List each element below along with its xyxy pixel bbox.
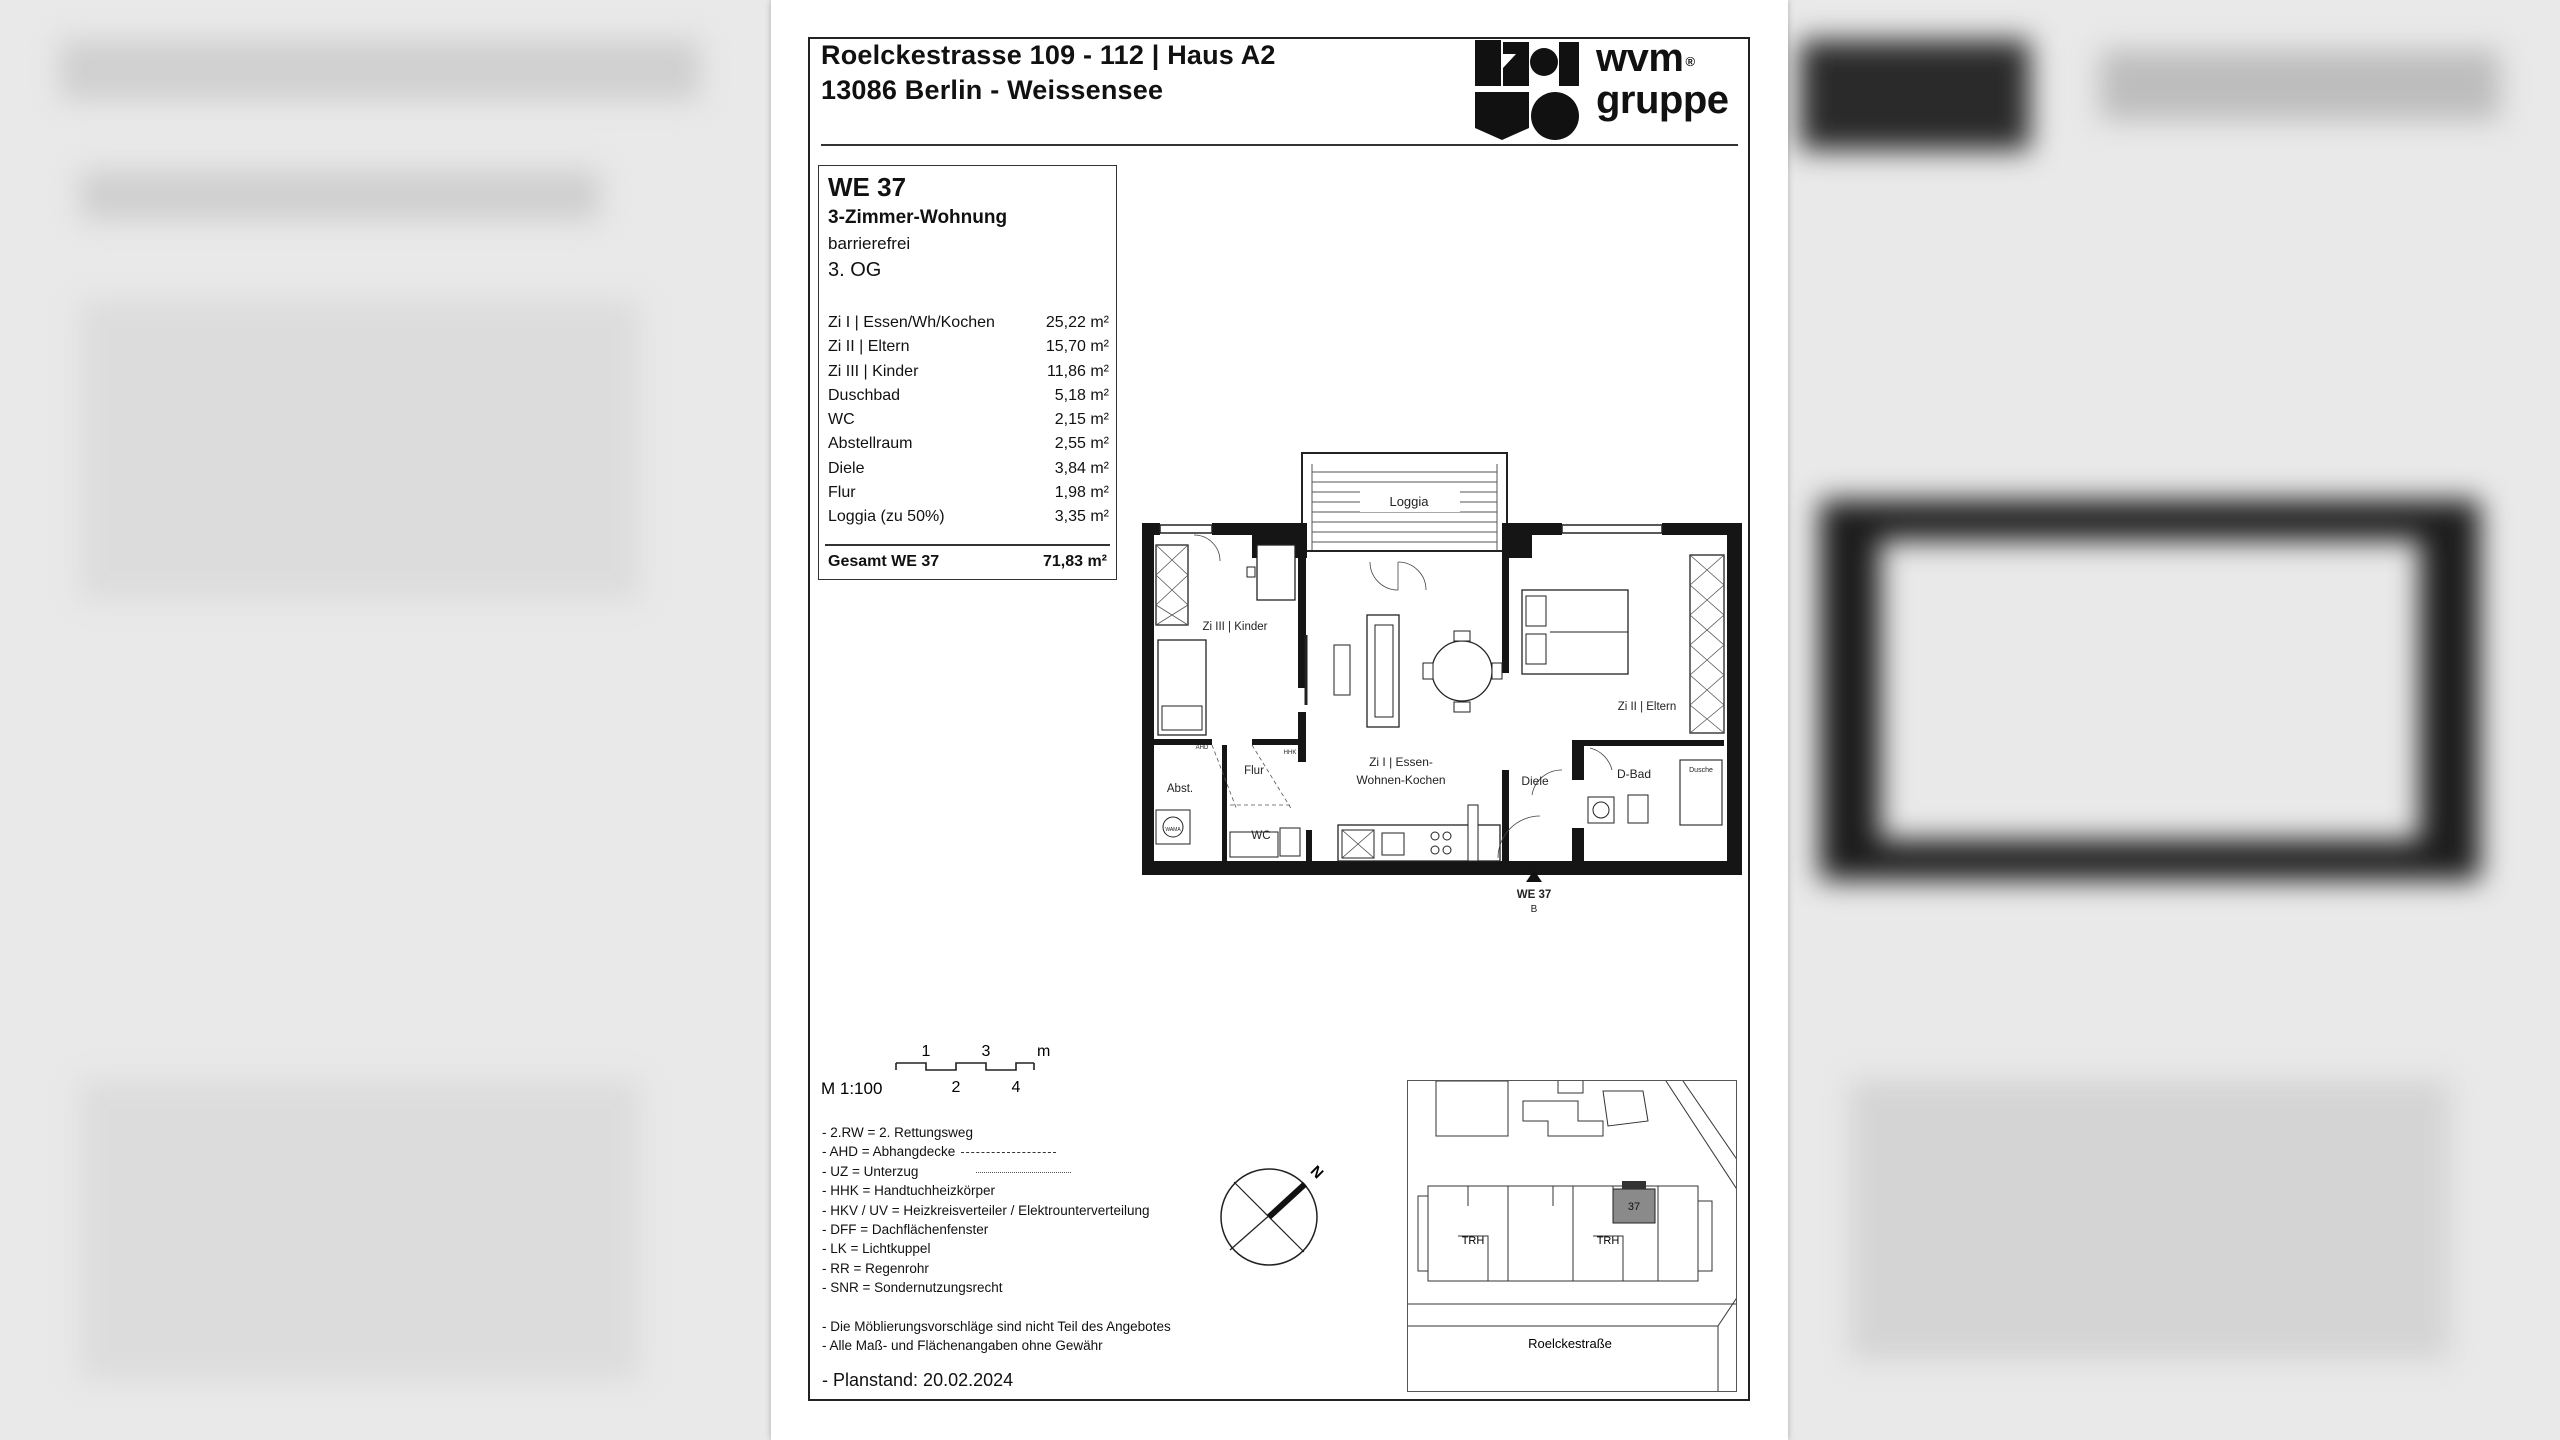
total-divider	[825, 544, 1110, 546]
plan-date: - Planstand: 20.02.2024	[822, 1370, 1014, 1390]
label-wc: WC	[1251, 830, 1271, 842]
room-name: Loggia (zu 50%)	[828, 508, 945, 526]
legend-item: - HKV / UV = Heizkreisverteiler / Elektrounterverteilung	[822, 1202, 1150, 1218]
label-wama: WAMA	[1165, 827, 1181, 833]
address-line-1: Roelckestrasse 109 - 112 | Haus A2	[821, 40, 1276, 70]
legend-item: - LK = Lichtkuppel	[822, 1241, 931, 1257]
scale-unit: m	[1037, 1043, 1051, 1060]
legend-item: - RR = Regenrohr	[822, 1260, 929, 1276]
unit-id: WE 37	[828, 172, 907, 202]
room-name: Diele	[828, 459, 865, 477]
room-row	[828, 457, 1109, 481]
unit-type: 3-Zimmer-Wohnung	[828, 207, 1008, 228]
address-line-2: 13086 Berlin - Weissensee	[821, 75, 1164, 105]
desk-icon	[1257, 545, 1295, 600]
label-diele: Diele	[1521, 774, 1549, 788]
scale-tick-1: 1	[921, 1043, 931, 1060]
scale-tick-4: 4	[1011, 1079, 1021, 1095]
unit-accessibility: barrierefrei	[828, 234, 911, 253]
registered-mark: ®	[1685, 54, 1695, 69]
entry-unit-label: WE 37	[1516, 889, 1552, 901]
total-area: 71,83 m²	[1042, 553, 1107, 570]
floorplan-sheet	[771, 0, 1788, 1440]
coffee-table-icon	[1334, 645, 1350, 695]
room-name: Duschbad	[828, 386, 901, 404]
room-row	[828, 505, 1109, 529]
brand-wordmark	[1596, 37, 1729, 121]
wardrobe-icon	[1690, 555, 1724, 733]
legend-item: - AHD = Abhangdecke	[822, 1142, 1150, 1161]
room-row	[828, 360, 1109, 384]
disclaimer-notes	[822, 1317, 1171, 1356]
legend-item: - SNR = Sondernutzungsrecht	[822, 1280, 1003, 1296]
scale-tick-2: 2	[951, 1079, 961, 1095]
brand-line-2: gruppe	[1596, 78, 1729, 122]
label-flur: Flur	[1244, 765, 1264, 777]
north-arrow-icon	[1219, 1160, 1329, 1270]
sitemap-trh-1: TRH	[1461, 1235, 1485, 1247]
label-abst: Abst.	[1166, 783, 1194, 795]
scale-tick-3: 3	[981, 1043, 991, 1060]
abbreviation-legend	[822, 1123, 1150, 1298]
legend-item: - 2.RW = 2. Rettungsweg	[822, 1125, 973, 1140]
exterior-walls	[1142, 523, 1742, 875]
room-row	[828, 432, 1109, 456]
note-item: - Die Möblierungsvorschläge sind nicht Teil des Angebotes	[822, 1319, 1171, 1334]
header-divider	[821, 144, 1738, 146]
room-row	[828, 408, 1109, 432]
floor-plan	[1142, 450, 1742, 925]
label-kinder: Zi III | Kinder	[1202, 621, 1268, 633]
total-label: Gesamt WE 37	[828, 553, 940, 570]
label-essen-2: Wohnen-Kochen	[1356, 773, 1446, 787]
room-area: 2,55 m²	[1054, 435, 1109, 453]
room-row	[828, 335, 1109, 359]
room-area: 1,98 m²	[1054, 484, 1109, 502]
room-area: 3,84 m²	[1054, 459, 1109, 477]
room-row	[828, 481, 1109, 505]
room-area: 15,70 m²	[1045, 338, 1109, 356]
room-name: Abstellraum	[828, 435, 913, 453]
legend-item: - DFF = Dachflächenfenster	[822, 1222, 989, 1238]
label-hhk: HHK	[1283, 750, 1297, 756]
dining-table-icon	[1432, 641, 1492, 701]
total-row	[828, 553, 1107, 571]
scale-label: M 1:100	[821, 1079, 883, 1095]
sink-icon	[1382, 833, 1404, 855]
room-area: 2,15 m²	[1054, 411, 1109, 429]
loggia-label: Loggia	[1389, 494, 1429, 509]
sitemap-unit-number: 37	[1627, 1201, 1641, 1213]
brand-line-1: wvm	[1596, 36, 1684, 80]
room-row	[828, 384, 1109, 408]
label-dbad: D-Bad	[1616, 767, 1652, 781]
kinder-wardrobe-icon	[1156, 545, 1188, 625]
site-map	[1407, 1080, 1737, 1392]
room-area: 11,86 m²	[1047, 362, 1109, 380]
room-area-list	[828, 311, 1109, 530]
legend-item: - HHK = Handtuchheizkörper	[822, 1183, 995, 1199]
label-eltern: Zi II | Eltern	[1617, 701, 1677, 713]
room-name: Flur	[828, 484, 856, 502]
room-name: Zi II | Eltern	[828, 338, 910, 356]
label-dusche: Dusche	[1689, 767, 1713, 774]
unit-floor: 3. OG	[828, 259, 882, 281]
room-area: 5,18 m²	[1054, 386, 1109, 404]
label-essen-1: Zi I | Essen-	[1369, 755, 1433, 769]
north-label: N	[1306, 1162, 1327, 1183]
room-name: WC	[828, 411, 855, 429]
room-name: Zi I | Essen/Wh/Kochen	[828, 314, 995, 331]
label-ahd: AHD	[1195, 745, 1209, 751]
note-item: - Alle Maß- und Flächenangaben ohne Gewähr	[822, 1338, 1103, 1354]
scale-bar	[821, 1035, 1121, 1095]
legend-item: - UZ = Unterzug	[822, 1162, 1150, 1181]
sitemap-trh-2: TRH	[1596, 1235, 1620, 1247]
room-area: 3,35 m²	[1054, 508, 1109, 526]
room-area: 25,22 m²	[1045, 314, 1109, 331]
street-label: Roelckestraße	[1528, 1336, 1612, 1351]
unit-info-box	[818, 165, 1117, 580]
entry-b-label: B	[1530, 904, 1538, 915]
room-name: Zi III | Kinder	[828, 362, 919, 380]
room-row	[828, 311, 1109, 335]
